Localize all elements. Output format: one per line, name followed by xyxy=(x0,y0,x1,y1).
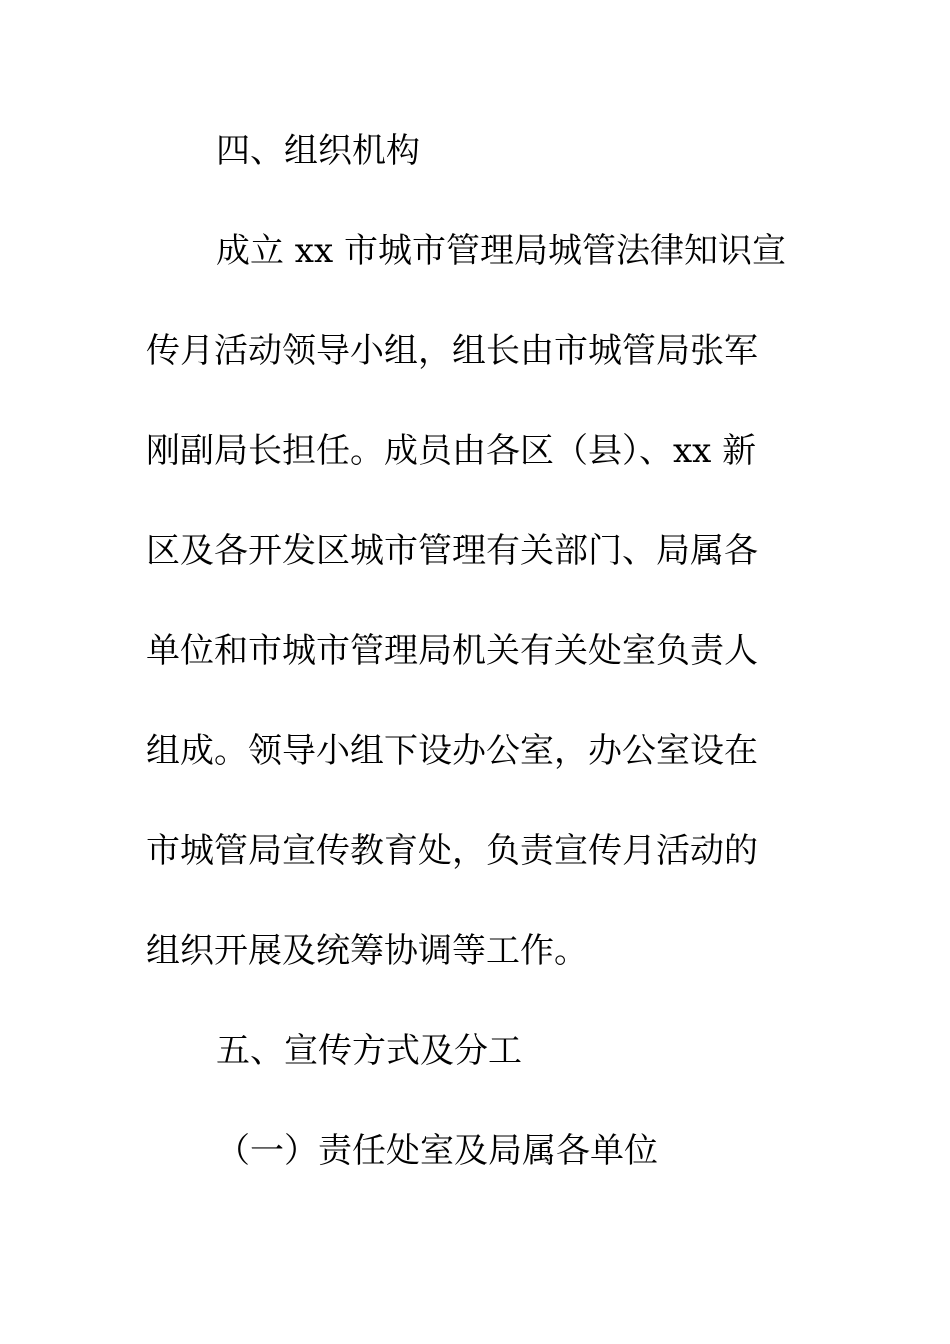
paragraph-line: 刚副局长担任。成员由各区（县）、xx 新 xyxy=(146,431,757,471)
paragraph-line: 市城管局宣传教育处，负责宣传月活动的 xyxy=(146,831,758,871)
paragraph-line: 单位和市城市管理局机关有关处室负责人 xyxy=(146,631,758,671)
paragraph-line: 成立 xx 市城市管理局城管法律知识宣 xyxy=(216,231,786,271)
paragraph-line: 组织开展及统筹协调等工作。 xyxy=(146,931,588,971)
subsection-heading: （一）责任处室及局属各单位 xyxy=(216,1131,658,1171)
paragraph-line: 组成。领导小组下设办公室，办公室设在 xyxy=(146,731,758,771)
paragraph-line: 传月活动领导小组，组长由市城管局张军 xyxy=(146,331,758,371)
paragraph-line: 区及各开发区城市管理有关部门、局属各 xyxy=(146,531,758,571)
section-heading-publicity: 五、宣传方式及分工 xyxy=(216,1031,522,1071)
section-heading-organization: 四、组织机构 xyxy=(216,131,420,171)
